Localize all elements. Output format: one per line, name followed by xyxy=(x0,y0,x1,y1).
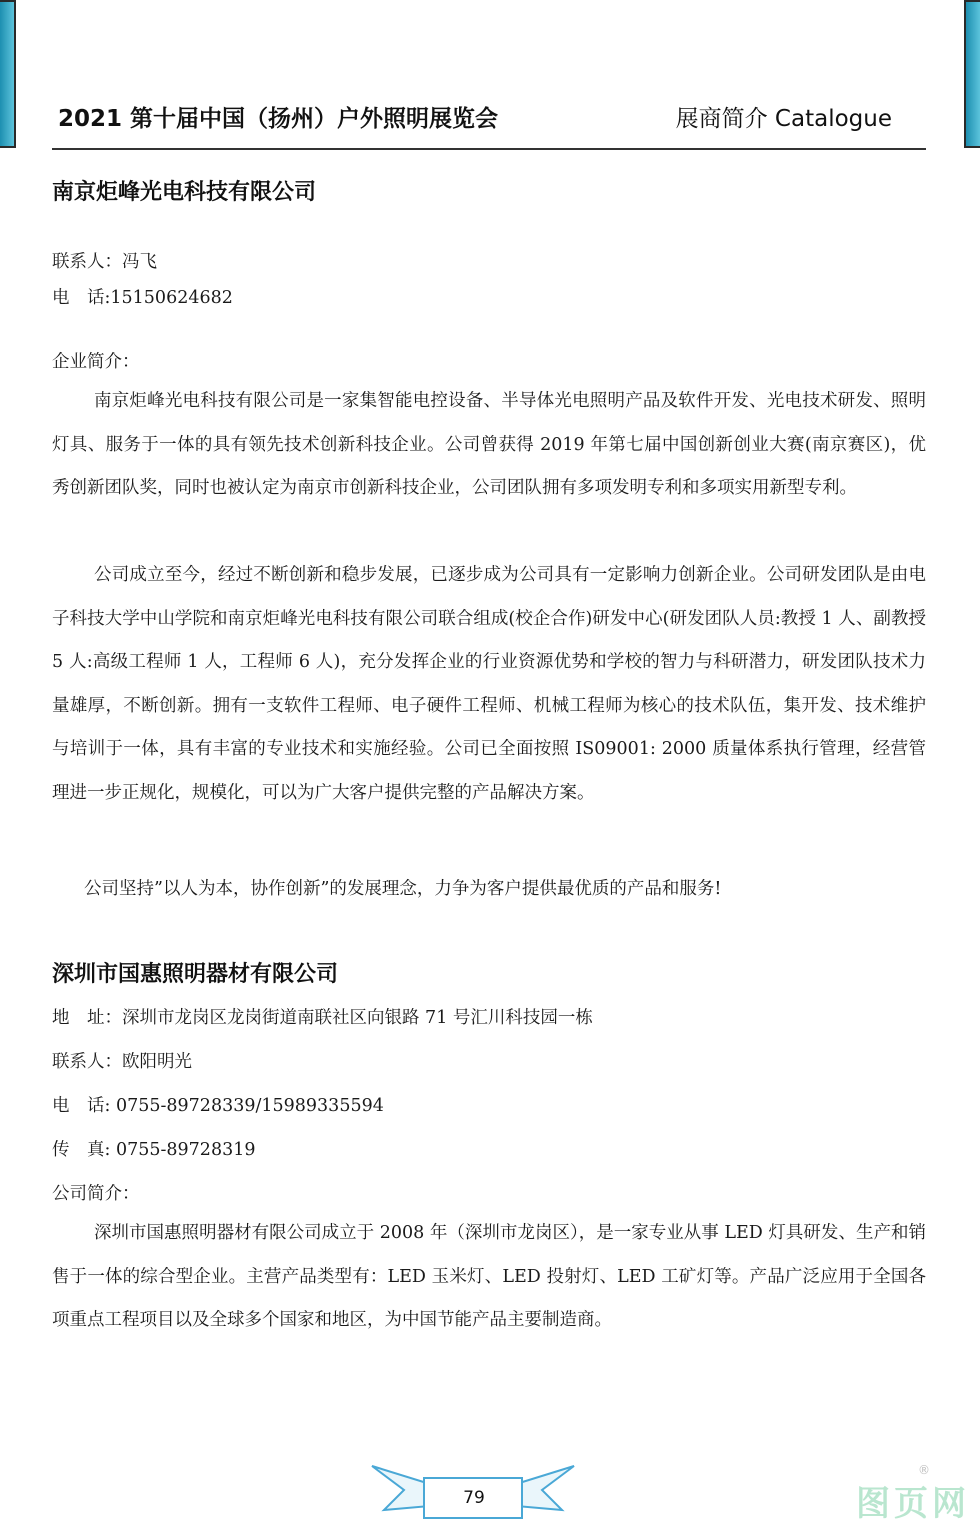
right-side-bar xyxy=(964,0,980,148)
company1-name: 南京炬峰光电科技有限公司 xyxy=(52,180,317,205)
company2-name: 深圳市国惠照明器材有限公司 xyxy=(52,962,339,987)
company2-contact: 联系人：欧阳明光 xyxy=(52,1052,192,1072)
company1-intro-label: 企业简介： xyxy=(52,352,140,372)
catalogue-label: 展商简介 Catalogue xyxy=(675,106,892,132)
company2-phone: 电 话: 0755-89728339/15989335594 xyxy=(52,1096,384,1116)
watermark-logo: 图页网 xyxy=(856,1484,970,1524)
company2-paragraph: 深圳市国惠照明器材有限公司成立于 2008 年（深圳市龙岗区），是一家专业从事 LED 灯具研发、生产和销售于一体的综合型企业。主营产品类型有：LED 玉米灯、LED 投射灯、LED 工矿灯等。产品广泛应用于全国各项重点工程项目以及全球多个国家和地区，为中国节能产品主要制造商。 xyxy=(52,1223,926,1331)
left-side-bar xyxy=(0,0,16,148)
company1-contact: 联系人：冯飞 xyxy=(52,252,157,272)
company1-closing: 公司坚持”以人为本，协作创新”的发展理念，力争为客户提供最优质的产品和服务! xyxy=(84,879,722,899)
page-number: 79 xyxy=(463,1488,485,1508)
registered-mark: ® xyxy=(918,1463,930,1477)
company1-paragraph-2: 公司成立至今，经过不断创新和稳步发展，已逐步成为公司具有一定影响力创新企业。公司研发团队是由电子科技大学中山学院和南京炬峰光电科技有限公司联合组成(校企合作)研发中心(研发团队人员:教授 1 人、副教授 5 人:高级工程师 1 人，工程师 6 人)，充分发挥企业的行业资源优势和学校的智力与科研潜力，研发团队技术力量雄厚，不断创新。拥有一支软件工程师、电子硬件工程师、机械工程师为核心的技术队伍，集开发、技术维护与培训于一体，具有丰富的专业技术和实施经验。公司已全面按照 IS09001: 2000 质量体系执行管理，经营管理进一步正规化，规模化，可以为广大客户提供完整的产品解决方案。 xyxy=(52,565,926,803)
company2-fax: 传 真: 0755-89728319 xyxy=(52,1140,256,1160)
exhibition-title: 2021 第十届中国（扬州）户外照明展览会 xyxy=(58,106,499,132)
company2-address: 地 址：深圳市龙岗区龙岗街道南联社区向银路 71 号汇川科技园一栋 xyxy=(52,1008,593,1028)
company1-paragraph-1: 南京炬峰光电科技有限公司是一家集智能电控设备、半导体光电照明产品及软件开发、光电技术研发、照明灯具、服务于一体的具有领先技术创新科技企业。公司曾获得 2019 年第七届中国创新创业大赛(南京赛区)，优秀创新团队奖，同时也被认定为南京市创新科技企业，公司团队拥有多项发明专利和多项实用新型专利。 xyxy=(52,391,926,499)
page-header xyxy=(52,96,926,150)
company1-phone: 电 话:15150624682 xyxy=(52,288,233,308)
company2-intro-label: 公司简介： xyxy=(52,1184,140,1204)
